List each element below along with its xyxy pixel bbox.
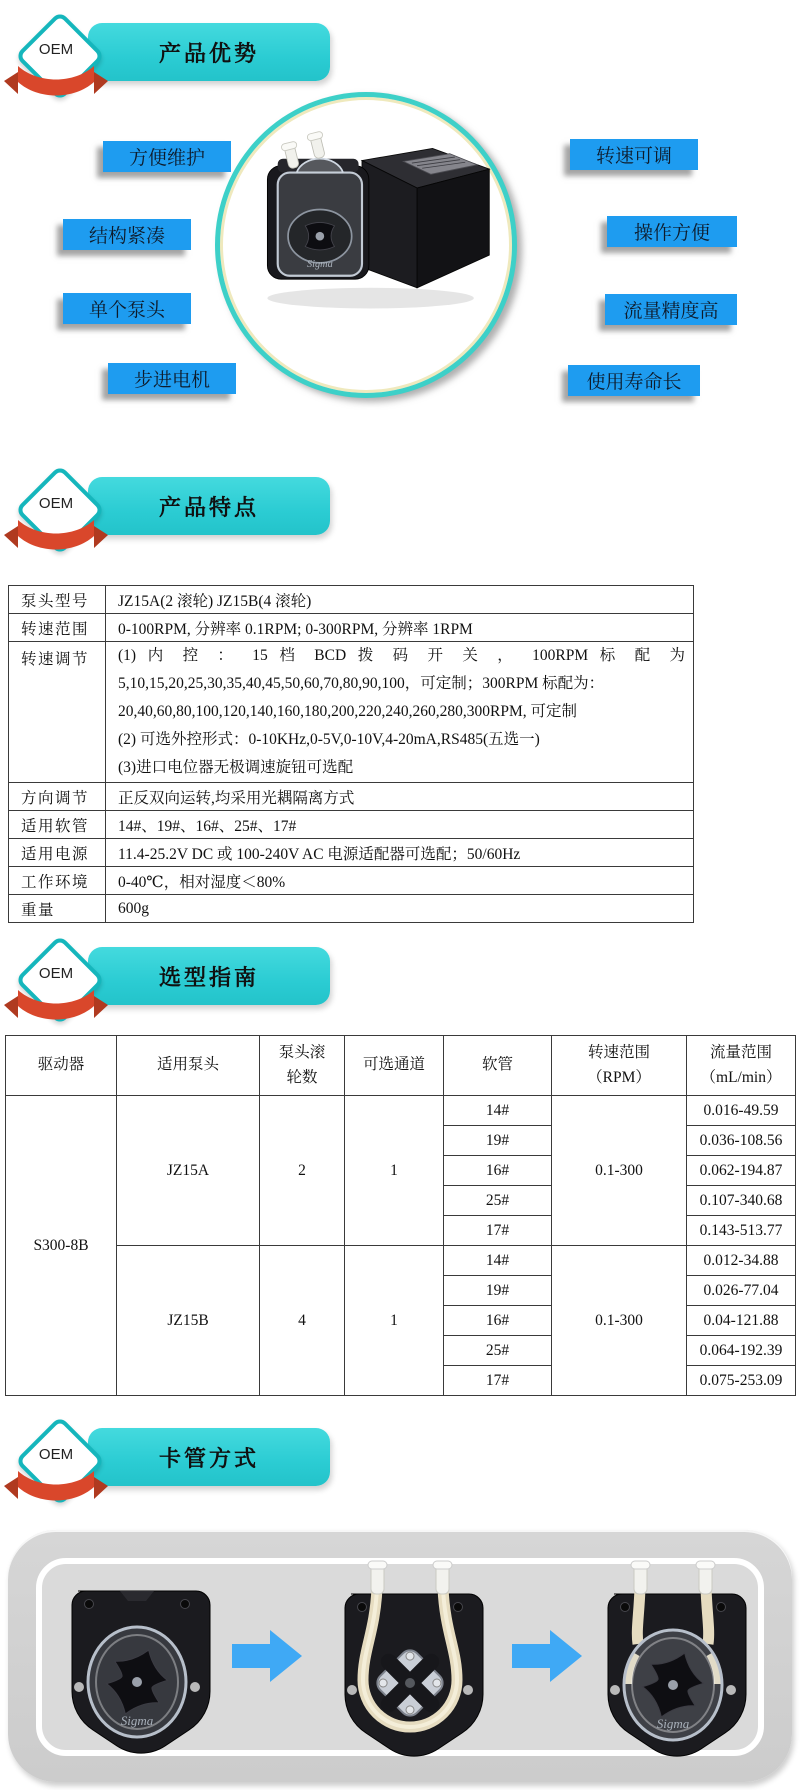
spec-value-line: (2) 可选外控形式：0-10KHz,0-5V,0-10V,4-20mA,RS485(五选一) [118,731,540,748]
feature-label: 使用寿命长 [568,365,700,396]
spec-value: 0-100RPM, 分辨率 0.1RPM; 0-300RPM, 分辨率 1RPM [106,614,694,642]
spec-value: 14#、19#、16#、25#、17# [106,811,694,839]
ribbon-icon [4,60,108,106]
tube-cell: 16# [444,1306,552,1336]
tube-cell: 25# [444,1186,552,1216]
flow-cell: 0.036-108.56 [687,1126,796,1156]
tube-cell: 14# [444,1096,552,1126]
spec-label: 适用电源 [9,839,106,867]
section-title: 产品特点 [158,494,259,520]
flow-cell: 0.143-513.77 [687,1216,796,1246]
col-header: 转速范围 （RPM） [552,1036,687,1096]
section-title: 产品优势 [158,40,259,66]
col-header: 软管 [444,1036,552,1096]
feature-label: 结构紧凑 [63,219,191,250]
tube-cell: 14# [444,1246,552,1276]
section-title-bar [88,477,330,535]
flow-cell: 0.012-34.88 [687,1246,796,1276]
flow-cell: 0.026-77.04 [687,1276,796,1306]
speed-cell: 0.1-300 [552,1096,687,1246]
spec-value: 0-40℃，相对湿度＜80% [106,867,694,895]
product-photo [233,113,491,325]
section-title-bar [88,1428,330,1486]
spec-value: 11.4-25.2V DC 或 100-240V AC 电源适配器可选配；50/60Hz [106,839,694,867]
col-header: 驱动器 [6,1036,117,1096]
feature-label: 转速可调 [570,139,698,170]
flow-cell: 0.064-192.39 [687,1336,796,1366]
oem-badge-label: OEM [38,41,74,58]
section-header-selection [0,932,360,1032]
col-header: 流量范围 （mL/min） [687,1036,796,1096]
feature-label: 方便维护 [103,141,231,172]
tube-cell: 17# [444,1366,552,1396]
section-header-features [0,462,360,562]
spec-value: 正反双向运转,均采用光耦隔离方式 [106,783,694,811]
rollers-cell: 4 [260,1246,345,1396]
spec-label: 泵头型号 [9,586,106,614]
oem-badge-label: OEM [38,495,74,512]
spec-value-line: 5,10,15,20,25,30,35,40,45,50,60,70,80,90,100，可定制；300RPM 标配为： [118,675,605,692]
rollers-cell: 2 [260,1096,345,1246]
tube-cell: 17# [444,1216,552,1246]
col-header: 泵头滚 轮数 [260,1036,345,1096]
pump-step-3 [598,1560,748,1758]
flow-cell: 0.075-253.09 [687,1366,796,1396]
flow-cell: 0.062-194.87 [687,1156,796,1186]
tube-cell: 16# [444,1156,552,1186]
spec-label: 工作环境 [9,867,106,895]
channels-cell: 1 [345,1246,444,1396]
features-table [8,585,694,923]
section-title-bar [88,947,330,1005]
tube-cell: 25# [444,1336,552,1366]
spec-label: 适用软管 [9,811,106,839]
flow-cell: 0.016-49.59 [687,1096,796,1126]
speed-cell: 0.1-300 [552,1246,687,1396]
ribbon-icon [4,514,108,560]
feature-label: 操作方便 [607,216,737,247]
section-title: 选型指南 [158,964,259,990]
driver-cell: S300-8B [6,1096,117,1396]
oem-badge-label: OEM [38,965,74,982]
col-header: 适用泵头 [117,1036,260,1096]
oem-badge-label: OEM [38,1446,74,1463]
tube-cell: 19# [444,1276,552,1306]
spec-value: JZ15A(2 滚轮) JZ15B(4 滚轮) [106,586,694,614]
channels-cell: 1 [345,1096,444,1246]
pump-cell: JZ15B [117,1246,260,1396]
svg-text:Sigma: Sigma [656,1716,690,1731]
tube-cell: 19# [444,1126,552,1156]
selection-table [5,1035,796,1396]
spec-label: 方向调节 [9,783,106,811]
spec-value-line: (1) 内 控 ： 15 档 BCD 拨 码 开 关 ， 100RPM 标 配 为 [118,647,685,664]
svg-text:Sigma: Sigma [306,259,333,271]
col-header: 可选通道 [345,1036,444,1096]
feature-label: 步进电机 [108,363,236,394]
arrow-right-icon [232,1628,302,1684]
ribbon-icon [4,1465,108,1511]
section-header-clamping [0,1413,360,1513]
spec-value-line: 20,40,60,80,100,120,140,160,180,200,220,240,260,280,300RPM, 可定制 [118,703,577,720]
pump-step-2 [335,1560,485,1758]
spec-label: 重量 [9,895,106,923]
spec-value-line: (3)进口电位器无极调速旋钮可选配 [118,759,354,776]
section-title-bar [88,23,330,81]
svg-text:Sigma: Sigma [120,1713,154,1728]
spec-label: 转速调节 [9,642,106,783]
spec-value [106,642,694,783]
pump-cell: JZ15A [117,1096,260,1246]
ribbon-icon [4,984,108,1030]
spec-label: 转速范围 [9,614,106,642]
feature-label: 单个泵头 [63,293,191,324]
feature-label: 流量精度高 [605,294,737,325]
section-title: 卡管方式 [158,1445,259,1471]
arrow-right-icon [512,1628,582,1684]
flow-cell: 0.107-340.68 [687,1186,796,1216]
pump-step-1 [62,1585,212,1755]
spec-value: 600g [106,895,694,923]
flow-cell: 0.04-121.88 [687,1306,796,1336]
section-header-advantages [0,8,360,108]
